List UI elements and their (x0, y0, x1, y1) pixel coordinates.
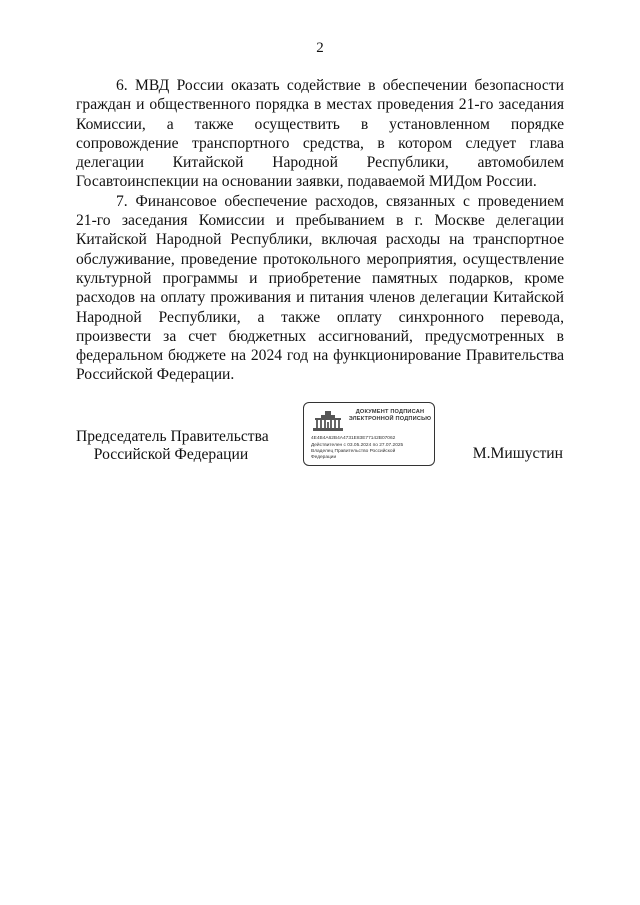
stamp-validity: Действителен с 03.05.2024 по 27.07.2025 (311, 443, 404, 448)
paragraph-6: 6. МВД России оказать содействие в обеспечении безопасности граждан и общественного порядка в местах проведения 21-го заседания Комиссии, а также осуществить в установленном порядке сопровождение транспортного средства, в котором следует глава делегации Китайской Народной Республики, автомобилем Госавтоинспекции на основании заявки, подаваемой МИДом России. (76, 77, 564, 191)
electronic-signature-stamp (303, 402, 435, 466)
stamp-owner-line-2: Федерации (311, 455, 337, 460)
signer-name: М.Мишустин (472, 445, 563, 462)
document-body (76, 76, 564, 385)
signature-block (0, 400, 640, 480)
page-number: 2 (316, 40, 324, 56)
stamp-owner-line-1: Владелец Правительство Российской (311, 449, 396, 454)
stamp-certificate: 4E4B4A62B4A4731E83E77142B07062 (311, 436, 396, 441)
signer-title-line-1: Председатель Правительства (76, 428, 269, 445)
stamp-header-line-1: ДОКУМЕНТ ПОДПИСАН (355, 409, 425, 415)
signer-title (76, 428, 269, 464)
signer-title-line-2: Российской Федерации (93, 446, 249, 463)
paragraph-7: 7. Финансовое обеспечение расходов, связанных с проведением 21-го заседания Комиссии и пребыванием в г. Москве делегации Китайской Народной Республики, включая расходы на транспортное обслуживание, проведение протокольного мероприятия, осуществление культурной программы и приобретение памятных подарков, кроме расходов на оплату проживания и питания членов делегации Китайской Народной Республики, а также оплату синхронного перевода, произвести за счет бюджетных ассигнований, предусмотренных в федеральном бюджете на 2024 год на функционирование Правительства Российской Федерации. (76, 192, 564, 384)
government-building-icon (312, 410, 344, 432)
stamp-header-line-2: ЭЛЕКТРОННОЙ ПОДПИСЬЮ (348, 416, 432, 422)
stamp-header (348, 409, 432, 423)
